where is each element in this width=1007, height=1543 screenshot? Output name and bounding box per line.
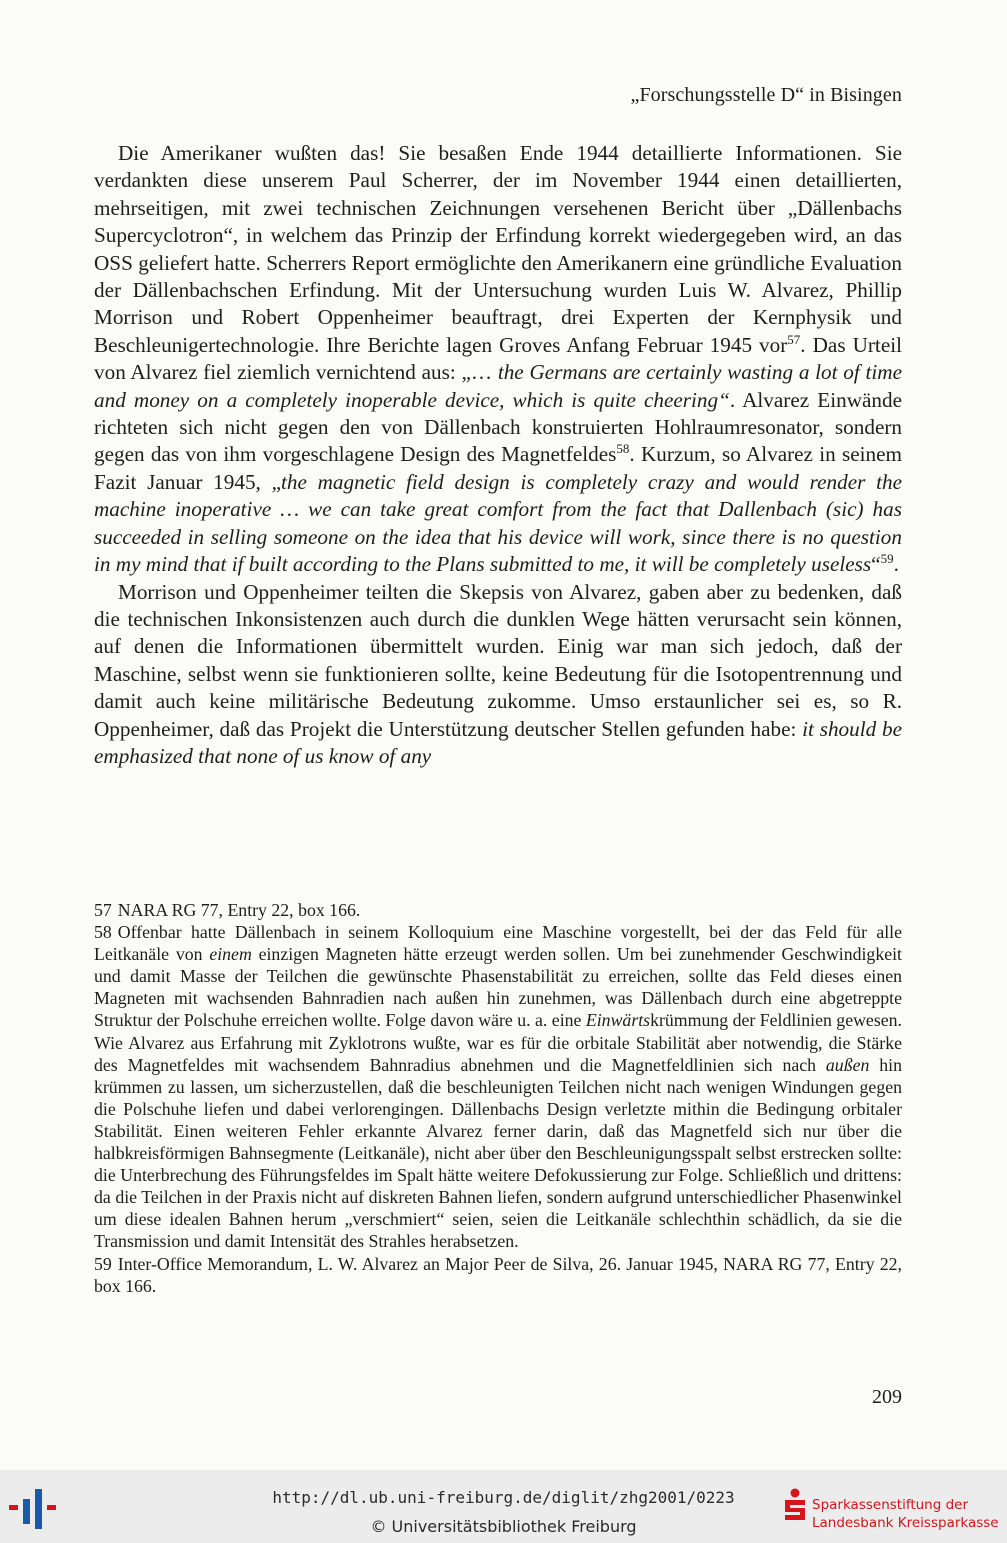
footnote-emphasis: außen bbox=[825, 1054, 870, 1075]
main-text bbox=[94, 140, 902, 770]
paragraph-2 bbox=[94, 579, 902, 771]
paragraph-1-text: . Kurzum, so Alvarez in seinem Fazit Januar 1945, „ bbox=[94, 442, 902, 494]
footnote-text: einzigen Magneten hätte erzeugt werden sollen. Um bei zunehmender Geschwindigkeit und damit Masse der Teilchen die gewünschte Phasenstabilität zu erreichen, sollte das Feld dieses einen Magneten mit wachsenden Bahnradien nach außen hin zunehmen, was Dällenbach durch eine abgetreppte Struktur der Polschuhe erreichen wollte. Folge davon wäre u. a. eine bbox=[94, 944, 902, 1031]
running-head: „Forschungsstelle D“ in Bisingen bbox=[630, 84, 902, 106]
viewer-footer bbox=[0, 1470, 1007, 1543]
permalink-url[interactable]: http://dl.ub.uni-freiburg.de/diglit/zhg2001/0223 bbox=[272, 1488, 735, 1507]
paragraph-1 bbox=[94, 140, 902, 579]
paragraph-1-text: “ bbox=[871, 552, 881, 577]
paragraph-1-text: . Alvarez Einwände richteten sich nicht gegen den von Dällenbach konstruierten Hohlraumresonator, sondern gegen das von ihm vorgeschlagene Design des Magnetfeldes bbox=[94, 387, 902, 467]
footnote-57 bbox=[94, 899, 902, 921]
footnote-text: Offenbar hatte Dällenbach in seinem Kolloquium eine Maschine vorgestellt, bei der das Feld für alle Leitkanäle von bbox=[94, 922, 902, 965]
footnote-59 bbox=[94, 1253, 902, 1297]
footnote-text: NARA RG 77, Entry 22, box 166. bbox=[117, 900, 361, 920]
footnote-text: hin krümmen zu lassen, um sicherzustellen, daß die beschleunigten Teilchen nicht nach wenigen Windungen gegen die Polschuhe liefen und dabei verlorengingen. Dällenbachs Design verletzte mithin die Bedingung orbitaler Stabilität. Einen weiteren Fehler erkannte Alvarez ferner darin, daß das Magnetfeld sich nur über die halbkreisförmigen Bahnsegmente (Leitkanäle), nicht aber über den Beschleunigungsspalt selbst erstrecken sollte: die Unterbrechung des Führungsfeldes im Spalt hätte weitere Defokussierung zur Folge. Schließlich und drittens: da die Teilchen in der Praxis nicht auf diskreten Bahnen liefen, sondern aufgrund unterschiedlicher Phasenwinkel um diese idealen Bahnen herum „verschmiert“ seien, seien die Leitkanäle schlechthin schädlich, da sie die Transmission und damit Intensität des Strahles herabsetzen. bbox=[94, 1054, 902, 1252]
paragraph-2-text: Morrison und Oppenheimer teilten die Skepsis von Alvarez, gaben aber zu bedenken, daß die technischen Inkonsistenzen auch durch die dunklen Wege hätten verursacht sein können, auf denen die Informationen übermittelt wurden. Einig war man sich jedoch, daß der Maschine, selbst wenn sie funktionieren sollte, keine Bedeutung für die Isotopentrennung und damit auch keine militärische Bedeutung zukomme. Umso erstaunlicher sei es, so R. Oppenheimer, daß das Projekt die Unterstützung deutscher Stellen gefunden habe: bbox=[94, 579, 902, 741]
footnote-text: Inter-Office Memorandum, L. W. Alvarez an Major Peer de Silva, 26. Januar 1945, NARA RG 77, Entry 22, box 166. bbox=[94, 1253, 902, 1296]
footnotes bbox=[94, 899, 902, 1297]
sponsor-name-line-2: Landesbank Kreissparkasse bbox=[812, 1515, 999, 1531]
footnote-ref-59: 59 bbox=[880, 551, 894, 567]
footnote-emphasis: Einwärts bbox=[585, 1010, 651, 1031]
sparkasse-s-icon bbox=[782, 1488, 808, 1522]
footnote-number: 58 bbox=[94, 922, 112, 943]
footnote-text: krümmung der Feldlinien gewesen. Wie Alvarez aus Erfahrung mit Zyklotrons wußte, war es für die orbitale Stabilität aber notwendig, die Stärke des Magnetfeldes mit wachsendem Bahnradius abnehmen und die Magnetfeldlinien sich nach bbox=[94, 1010, 902, 1075]
paragraph-1-text: . bbox=[893, 552, 899, 577]
quote-alvarez-2: the magnetic field design is completely crazy and would render the machine inoperative … we can take great comfort from the fact that Dallenbach (sic) has succeeded in selling someone on the idea that his device will work, since there is no question in my mind that if built according to the Plans submitted to me, it will be completely useless bbox=[94, 469, 902, 577]
page-number: 209 bbox=[872, 1386, 902, 1408]
paragraph-1-text: . Das Urteil von Alvarez fiel ziemlich vernichtend aus: „… bbox=[94, 332, 902, 385]
footnote-ref-57: 57 bbox=[787, 331, 801, 347]
footnote-58 bbox=[94, 921, 902, 1252]
sponsor-logo[interactable] bbox=[782, 1486, 1004, 1536]
quote-alvarez-1: the Germans are certainly wasting a lot of time and money on a completely inoperable device, which is quite cheering“ bbox=[94, 360, 902, 412]
footnote-emphasis: einem bbox=[209, 944, 252, 965]
paragraph-1-text: Die Amerikaner wußten das! Sie besaßen Ende 1944 detaillierte Informationen. Sie verdankten diese unserem Paul Scherrer, der im November 1944 einen detaillierten, mehrseitigen, mit zwei technischen Zeichnungen versehenen Bericht über „Dällenbachs Supercyclotron“, in welchem das Prinzip der Erfindung korrekt wiedergegeben wird, an das OSS geliefert hatte. Scherrers Report ermöglichte den Amerikanern eine gründliche Evaluation der Dällenbachschen Erfindung. Mit der Untersuchung wurden Luis W. Alvarez, Phillip Morrison und Robert Oppenheimer beauftragt, drei Experten der Kernphysik und Beschleunigertechnologie. Ihre Berichte lagen Groves Anfang Februar 1945 vor bbox=[94, 141, 902, 357]
copyright-notice: © Universitätsbibliothek Freiburg bbox=[370, 1517, 637, 1536]
sponsor-name-line-1: Sparkassenstiftung der bbox=[812, 1497, 969, 1513]
footnote-ref-58: 58 bbox=[616, 441, 630, 457]
quote-oppenheimer: it should be emphasized that none of us know of any bbox=[94, 716, 902, 768]
footnote-number: 59 bbox=[94, 1253, 112, 1274]
footnote-number: 57 bbox=[94, 900, 112, 920]
